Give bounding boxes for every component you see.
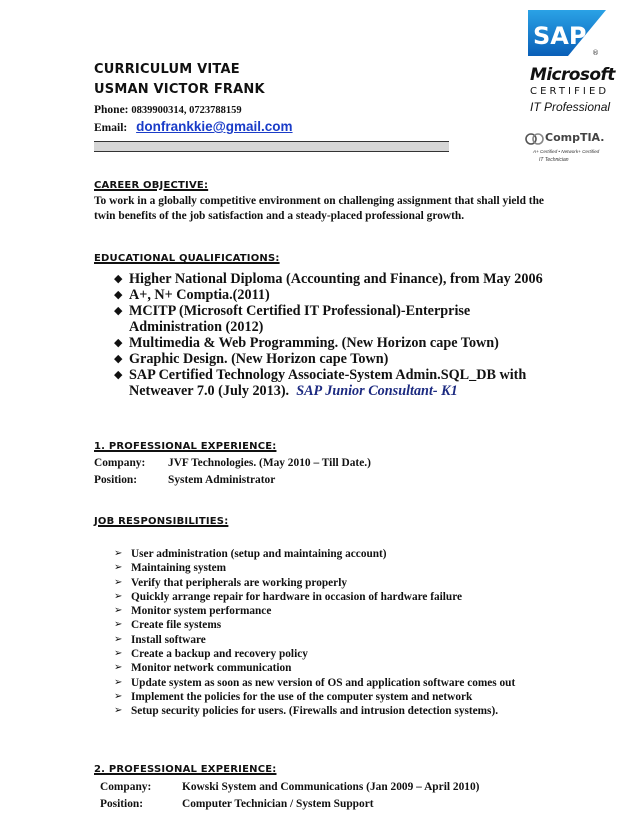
comptia-wordmark: CompTIA. [545, 131, 605, 144]
experience-1-position: System Administrator [168, 474, 276, 486]
email-label: Email: [94, 122, 128, 134]
arrow-bullet-icon: ➢ [114, 619, 123, 631]
sap-logo [528, 10, 606, 56]
microsoft-subtitle: IT Professional [530, 100, 611, 114]
arrow-bullet-icon: ➢ [114, 662, 123, 674]
diamond-bullet-icon: ◆ [114, 288, 123, 301]
arrow-bullet-icon: ➢ [114, 648, 123, 660]
responsibilities-list [114, 547, 515, 719]
comptia-swirl-icon [525, 130, 547, 148]
arrow-bullet-icon: ➢ [114, 633, 123, 645]
arrow-bullet-icon: ➢ [114, 576, 123, 588]
arrow-bullet-icon: ➢ [114, 548, 123, 559]
experience-1-details [94, 455, 371, 489]
arrow-bullet-icon: ➢ [114, 562, 123, 574]
svg-text:®: ® [592, 49, 599, 56]
diamond-bullet-icon: ◆ [114, 272, 123, 285]
experience-2-details [100, 779, 479, 813]
responsibility-item: ➢ Install software [114, 633, 206, 646]
responsibility-item: ➢ Create file systems [114, 619, 222, 632]
phone-line [94, 104, 242, 116]
comptia-logo [525, 128, 605, 172]
arrow-bullet-icon: ➢ [114, 590, 123, 602]
document-title: CURRICULUM VITAE [94, 62, 240, 77]
sap-logo-graphic [528, 10, 606, 56]
responsibility-item: ➢ Maintaining system [114, 562, 227, 575]
diamond-bullet-icon: ◆ [114, 336, 123, 349]
diamond-bullet-icon: ◆ [114, 368, 123, 381]
email-link[interactable]: donfrankkie@gmail.com [136, 119, 293, 134]
education-item: ◆ Multimedia & Web Programming. (New Horizon cape Town) [114, 335, 499, 351]
responsibility-item: ➢ Update system as soon as new version of OS and application software comes out [114, 676, 516, 689]
career-objective-heading: CAREER OBJECTIVE: [94, 180, 209, 191]
header-divider [94, 141, 449, 152]
sap-logo-text: SAP [533, 22, 587, 50]
experience-1-heading: 1. PROFESSIONAL EXPERIENCE: [94, 441, 277, 452]
responsibility-item: ➢ Monitor system performance [114, 605, 272, 618]
education-list [114, 271, 574, 399]
sap-consultant-note: SAP Junior Consultant- K1 [296, 383, 458, 399]
arrow-bullet-icon: ➢ [114, 690, 123, 702]
arrow-bullet-icon: ➢ [114, 676, 123, 688]
candidate-name: USMAN VICTOR FRANK [94, 82, 265, 97]
responsibility-item: ➢ Verify that peripherals are working properly [114, 576, 347, 589]
email-line [94, 119, 293, 134]
education-heading: EDUCATIONAL QUALIFICATIONS: [94, 253, 280, 264]
phone-label: Phone: [94, 104, 129, 116]
experience-2-heading: 2. PROFESSIONAL EXPERIENCE: [94, 764, 277, 775]
comptia-role: IT Technician [539, 157, 569, 163]
responsibilities-heading: JOB RESPONSIBILITIES: [94, 516, 229, 527]
responsibility-item: ➢ Monitor network communication [114, 662, 292, 675]
experience-1-position-row: Position: System Administrator [94, 474, 276, 486]
comptia-certs: A+ Certified • Network+ Certified [533, 149, 600, 154]
experience-2-position: Computer Technician / System Support [182, 798, 374, 810]
education-item: ◆ Higher National Diploma (Accounting and Finance), from May 2006 [114, 271, 543, 287]
education-item: ◆ Graphic Design. (New Horizon cape Town) [114, 351, 389, 367]
phone-value: 0839900314, 0723788159 [131, 105, 242, 116]
education-item: ◆ SAP Certified Technology Associate-System Admin.SQL_DB with Netweaver 7.0 (July 2013). SAP Junior Consultant- K1 [114, 367, 527, 399]
microsoft-certified-logo [530, 66, 626, 120]
responsibility-item: ➢ User administration (setup and maintaining account) [114, 548, 387, 560]
microsoft-wordmark: Microsoft [530, 65, 615, 85]
experience-1-company-row: Company: JVF Technologies. (May 2010 – Till Date.) [94, 457, 371, 469]
responsibility-item: ➢ Implement the policies for the use of the computer system and network [114, 690, 473, 703]
experience-2-company-row: Company: Kowski System and Communications (Jan 2009 – April 2010) [100, 781, 480, 793]
experience-1-company: JVF Technologies. (May 2010 – Till Date.) [168, 457, 371, 469]
education-item: ◆ A+, N+ Comptia.(2011) [114, 287, 270, 303]
responsibility-item: ➢ Create a backup and recovery policy [114, 648, 308, 661]
responsibility-item: ➢ Quickly arrange repair for hardware in occasion of hardware failure [114, 590, 463, 603]
diamond-bullet-icon: ◆ [114, 352, 123, 365]
career-objective-text: To work in a globally competitive environment on challenging assignment that shall yield the twin benefits of the job satisfaction and a steady-placed professional growth. [94, 195, 544, 222]
microsoft-certified-text: CERTIFIED [530, 86, 610, 97]
diamond-bullet-icon: ◆ [114, 304, 123, 317]
arrow-bullet-icon: ➢ [114, 705, 123, 717]
responsibility-item: ➢ Setup security policies for users. (Firewalls and intrusion detection systems). [114, 705, 499, 718]
experience-2-company: Kowski System and Communications (Jan 2009 – April 2010) [182, 781, 480, 793]
education-item: ◆ MCITP (Microsoft Certified IT Professional)-Enterprise Administration (2012) [114, 303, 471, 335]
arrow-bullet-icon: ➢ [114, 605, 123, 617]
experience-2-position-row: Position: Computer Technician / System Support [100, 798, 374, 810]
